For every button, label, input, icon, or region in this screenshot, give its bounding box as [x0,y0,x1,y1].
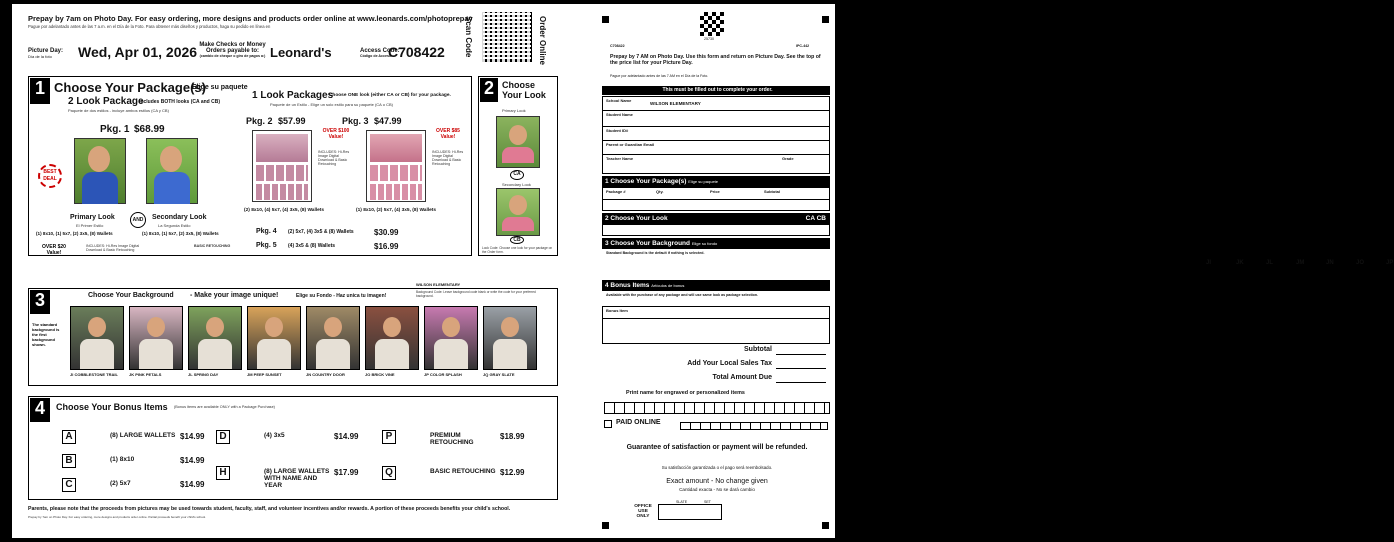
bg-code-label: JI [1206,260,1212,266]
paid-online-checkbox[interactable] [604,420,612,428]
office-use-label: OFFICE USE ONLY [634,504,652,519]
background-option-jp[interactable] [424,306,478,370]
student-info-box [602,96,830,174]
bonus-item-name: (1) 8x10 [110,456,135,463]
bonus-item-name: (8) LARGE WALLETS WITH NAME AND YEAR [264,468,330,489]
pkg5-price: $16.99 [374,242,399,251]
pkg2-label: Pkg. 2 [246,116,273,126]
bonus-item-price: $14.99 [180,456,205,465]
bg-code-label: JN [1326,260,1334,266]
bonus-items-title: Choose Your Bonus Items [56,402,168,412]
pkg1-primary-items: (1) 8x10, (1) 5x7, (2) 3x5, (8) Wallets [36,231,113,236]
primary-look-label: Primary Look [70,214,115,221]
price-list: Prepay by 7am on Photo Day. For easy ordering, more designs and products order online at www.leonards.com/photoprepay Pague por adelantado antes de las 7 a.m. en el Día de la Foto. Para obtener más diseños y productos, haga su pedido en línea en Picture Day: Día de la foto Wed, Apr 01, 2026 Make Checks or Money Orders payable to: (cambio de cheque o giro de pagos a:) Leonard's Access Code: Código de Acceso C708422 Scan Code Order Online 1 Choose Your Package(s) Elige su paquete 2 Look Package - Includes BOTH looks (CA and CB) Paquete de dos estilos - incluye ambos estilos (CA y CB) Pkg. 1 $68.99 BEST DEAL Primary Look El Primer Estilo AND Secondary Look La Segunda Estilo (1) 8x10, (1) 5x7, (2) 3x5, (8) Wallets (1) 8x10, (1) 5x7, (2) 3x5, (8) Wallets OVER $20 Value! INCLUDES: Hi-Res Image Digital Download & Basic Retouching BASIC RETOUCHING 1 Look Packages - Choose ONE look (either CA or CB) for your package. Paquete de un Estilo - Elige un solo estilo para su paquete (CA o CB) Pkg. 2 $57.99 Pkg. 3 $47.99 OVER $100 Value! OVER $85 Value! INCLUDES: Hi-Res Image Digital Download & Basic Retouching INCLUDES: Hi-Res Image Digital Download & Basic Retouching (2) 8x10, (4) 5x7, (4) 3x5, (8) Wallets (1) 8x10, (2) 5x7, (4) 3x5, (8) Wallets Pkg. 4 (2) 5x7, (4) 3x5 & (8) Wallets $30.99 Pkg. 5 (4) 3x5 & (8) Wallets $16.99 2 Choose Your Look Primary Look CA Secondary Look CB Look Code: Choose one look for your package on the Order form. 3 Choose Your Background - Make your image unique! Elige su Fondo - Haz unica tu imagen! WILSON ELEMENTARY Background Code: Leave background code blank or write the code for your preferred background. The standard background is the first background shown. JI COBBLESTONE TRAIL JK PINK PETALS JL SPRING DAY JM PEEP SUNSET JN COUNTRY DOOR JO BRICK VINE JP COLOR SPLASH JQ GRAY SLATE 4 Choose Your Bonus Items (Bonus items are available ONLY with a Package Purchase) A (8) LARGE WALLETS $14.99 B (1) 8x10 $14.99 C (2) 5x7 $14.99 D (4) 3x5 $14.99 H (8) LARGE WALLETS WITH NAME AND YEAR $17.99 P PREMIUM RETOUCHING $18.99 Q BASIC RETOUCHING $12.99 Parents, please note that the proceeds from pictures may be used towards student, faculty, staff, and volunteer incentives and/or rewards. A portion of these proceeds benefits your child's school. Prepay by 7am on Photo Day. For easy ordering, more designs and products order online. Partial proceeds benefit your child's school. [12,4,596,538]
bg-code-bubble[interactable] [1204,268,1214,274]
bg-code-label: JM [1296,260,1305,266]
pkg3-collage [366,130,426,202]
over-value-badge: OVER $20 Value! [42,244,66,256]
secondary-look-label: Secondary Look [152,214,207,221]
bg-code-bubble[interactable] [1234,268,1244,274]
background-label: JP COLOR SPLASH [424,372,462,377]
bonus-letter-q[interactable]: Q [382,466,396,480]
bg-code-bubble[interactable] [1264,268,1274,274]
bonus-item-name: PREMIUM RETOUCHING [430,432,474,446]
two-look-es: Paquete de dos estilos - incluye ambos estilos (CA y CB) [68,108,169,113]
best-deal-seal: BEST DEAL [38,164,62,188]
bg-code-label: JP [1386,260,1394,266]
form-prepay: Prepay by 7 AM on Photo Day. Use this form and return on Picture Day. See the top of the price list for your Picture Day. [610,54,821,67]
background-label: JO BRICK VINE [365,372,395,377]
subtotal-label: Subtotal [744,346,772,353]
bg-code-bubble[interactable] [1354,268,1364,274]
bonus-letter-a[interactable]: A [62,430,76,444]
header-line-es: Pague por adelantado antes de las 7 a.m. en el Día de la Foto. Para obtener más diseños y productos, haga su pedido en línea en [28,24,271,29]
bonus-item-price: $14.99 [180,432,205,441]
background-option-ji[interactable] [70,306,124,370]
section-title-es: Elige su paquete [192,84,248,91]
bg-code-bubble[interactable] [1324,268,1334,274]
form-step-4: 4 Bonus Items Artículos de bonus [602,280,830,291]
background-label: JM PEEP SUNSET [247,372,282,377]
form-step-3: 3 Choose Your Background Elige su fondo [602,238,830,249]
pkg2-items: (2) 8x10, (4) 5x7, (4) 3x5, (8) Wallets [244,208,325,213]
pkg1-label: Pkg. 1 [100,124,130,135]
payee-name: Leonard's [270,45,332,60]
footer-fineprint: Prepay by 7am on Photo Day. For easy ordering, more designs and products order online. Partial proceeds benefit your child's school. [28,515,206,519]
section-title: Choose Your Package(s) [54,80,206,95]
order-online-label: Order Online [538,16,547,65]
bonus-letter-h[interactable]: H [216,466,230,480]
access-code-label: Access Code: Código de Acceso [360,48,400,58]
and-badge: AND [130,212,146,228]
pkg3-items: (1) 8x10, (2) 5x7, (4) 3x5, (8) Wallets [356,208,437,213]
background-option-jn[interactable] [306,306,360,370]
name-entry-boxes[interactable] [604,402,830,414]
bonus-letter-c[interactable]: C [62,478,76,492]
access-code: C708422 [388,44,445,60]
bonus-item-price: $18.99 [500,432,525,441]
pkg3-price: $47.99 [374,116,402,126]
look-cb-code[interactable]: CB [510,236,524,244]
confirmation-boxes[interactable] [680,422,828,430]
school-name-value: WILSON ELEMENTARY [650,101,701,106]
bonus-letter-d[interactable]: D [216,430,230,444]
total-label: Total Amount Due [712,374,772,381]
bonus-item-name: (8) LARGE WALLETS [110,432,176,439]
background-label: JQ GRAY SLATE [483,372,515,377]
pkg2-collage [252,130,312,202]
bonus-letter-b[interactable]: B [62,454,76,468]
one-look-note: - Choose ONE look (either CA or CB) for your package. [326,93,451,98]
background-label: JL SPRING DAY [188,372,219,377]
exact-amount: Exact amount - No change given [666,478,768,485]
pkg2-price: $57.99 [278,116,306,126]
background-label: JI COBBLESTONE TRAIL [70,372,118,377]
order-sheet [12,4,1394,538]
form-id-right: IPC-442 [796,44,810,48]
pkg3-label: Pkg. 3 [342,116,369,126]
bonus-item-price: $14.99 [334,432,359,441]
look-cb-photo [496,188,540,236]
two-look-note: - Includes BOTH looks (CA and CB) [136,99,220,105]
bg-code-label: JO [1356,260,1365,266]
sales-tax-label: Add Your Local Sales Tax [687,360,772,367]
section-number: 1 [30,78,50,104]
form-barcode [700,12,724,36]
bonus-letter-p[interactable]: P [382,430,396,444]
bonus-item-price: $17.99 [334,468,359,477]
pkg4-price: $30.99 [374,228,399,237]
form-step-2[interactable]: 2 Choose Your Look CA CB [602,213,830,224]
background-label: JK PINK PETALS [129,372,162,377]
form-id-left: C708422 [610,44,625,48]
choose-look-title: Choose Your Look [502,80,546,100]
guarantee: Guarantee of satisfaction or payment will be refunded. [626,444,808,451]
header-line: Prepay by 7am on Photo Day. For easy ordering, more designs and products order online at www.leonards.com/photoprepay [28,14,473,23]
background-label: JN COUNTRY DOOR [306,372,345,377]
background-option-jm[interactable] [247,306,301,370]
picture-day-label: Picture Day: Día de la foto [28,48,64,59]
footer-note: Parents, please note that the proceeds from pictures may be used towards student, faculty, staff, and volunteer incentives and/or rewards. A portion of these proceeds benefits your child's school. [28,506,511,512]
scan-code-label: Scan Code [464,16,473,58]
bg-code-bubble[interactable] [1384,268,1394,274]
background-option-jo[interactable] [365,306,419,370]
bonus-item-name: (2) 5x7 [110,480,131,487]
pkg1-price: $68.99 [134,124,165,135]
look-ca-photo [496,116,540,168]
form-step-1: 1 Choose Your Package(s) Elige su paquete [602,176,830,187]
bonus-item-name: BASIC RETOUCHING [430,468,496,475]
look-ca-code[interactable]: CA [510,170,524,180]
bg-code-label: JK [1236,260,1244,266]
one-look-title: 1 Look Packages [252,90,334,101]
background-option-jk[interactable] [129,306,183,370]
background-option-jq[interactable] [483,306,537,370]
bonus-item-name: (4) 3x5 [264,432,285,439]
checks-label: Make Checks or Money Orders payable to: (cambio de cheque o giro de pagos a:) [199,42,266,58]
pkg1-secondary-items: (1) 8x10, (1) 5x7, (2) 3x5, (8) Wallets [142,231,219,236]
bonus-item-price: $12.99 [500,468,525,477]
choose-background-title: Choose Your Background [88,292,174,299]
order-form: 25730 C708422 IPC-442 Prepay by 7 AM on Photo Day. Use this form and return on Picture Day. See the top of the price list for your Picture Day. Pague por adelantado antes de las 7 AM en el Día de la Foto. This must be filled out to complete your order. School Name WILSON ELEMENTARY Student Name Student ID# Parent or Guardian Email Teacher Name Grade 1 Choose Your Package(s) Elige su paquete Package # Qty. Price Subtotal 2 Choose Your Look CA CB 3 Choose Your Background Elige su fondo Standard Background is the default if nothing is selected. JI JK JL JM JN JO JP 4 Bonus Items Artículos de bonus Available with the purchase of any package and will use same look as package selection. Bonus Item Subtotal Add Your Local Sales Tax Total Amount Due Print name for engraved or personalized items PAID ONLINE Guarantee of satisfaction or payment will be refunded. Su satisfacción garantizada o el pago será reembolsado. Exact amount - No change given Cantidad exacta - No se dará cambio OFFICE USE ONLY SLATE SET [596,4,835,538]
background-option-jl[interactable] [188,306,242,370]
bg-code-bubble[interactable] [1294,268,1304,274]
bg-code-label: JL [1266,260,1274,266]
picture-day-date: Wed, Apr 01, 2026 [78,44,198,60]
bonus-item-price: $14.99 [180,480,205,489]
two-look-title: 2 Look Package [68,96,144,107]
